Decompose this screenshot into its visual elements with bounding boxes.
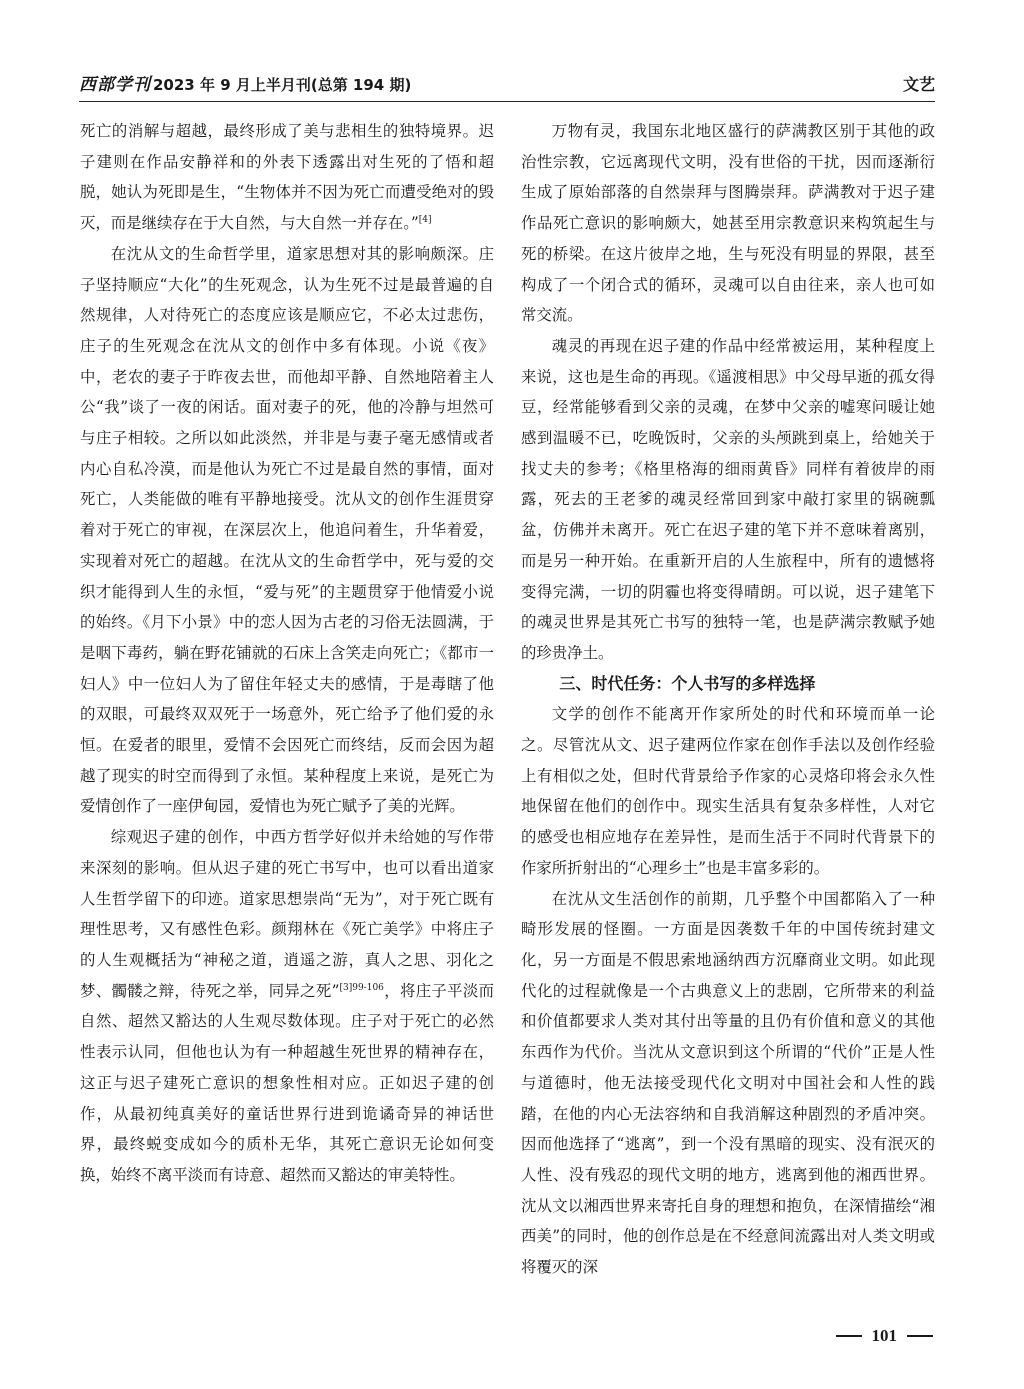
citation: [3]99-106 xyxy=(339,982,384,993)
paragraph: 魂灵的再现在迟子建的作品中经常被运用，某种程度上来说，这也是生命的再现。《遥渡相思》中父母早逝的孤女得豆，经常能够看到父亲的灵魂，在梦中父亲的嘘寒问暖让她感到温暖不已，吃晚饭时，父亲的头颅跳到桌上，给她关于找丈夫的参考；《格里格海的细雨黄昏》同样有着彼岸的雨露，死去的王老爹的魂灵经常回到家中敲打家里的锅碗瓢盆，仿佛并未离开。死亡在迟子建的笔下并不意味着离别，而是另一种开始。在重新开启的人生旅程中，所有的遗憾将变得完满，一切的阴霾也将变得晴朗。可以说，迟子建笔下的魂灵世界是其死亡书写的独特一笔，也是萨满宗教赋予她的珍贵净土。 xyxy=(521,336,935,662)
paragraph: 在沈从文的生命哲学里，道家思想对其的影响颇深。庄子坚持顺应“大化”的生死观念，认为生死不过是最普遍的自然规律，人对待死亡的态度应该是顺应它，不必太过悲伤，庄子的生死观念在沈从文的创作中多有体现。小说《夜》中，老农的妻子于昨夜去世，而他却平静、自然地陪着主人公“我”谈了一夜的闲话。面对妻子的死，他的冷静与坦然可与庄子相较。之所以如此淡然，并非是与妻子毫无感情或者内心自私冷漠，而是他认为死亡不过是最自然的事情，面对死亡，人类能做的唯有平静地接受。沈从文的创作生涯贯穿着对于死亡的审视，在深层次上，他追问着生，升华着爱，实现着对死亡的超越。在沈从文的生命哲学中，死与爱的交织才能得到人生的永恒，“爱与死”的主题贯穿于他情爱小说的始终。《月下小景》中的恋人因为古老的习俗无法圆满，于是咽下毒药，躺在野花铺就的石床上含笑走向死亡；《都市一妇人》中一位妇人为了留住年轻丈夫的感情，于是毒瞎了他的双眼，可最终双双死于一场意外，死亡给予了他们爱的永恒。在爱者的眼里，爱情不会因死亡而终结，反而会因为超越了现实的时空而得到了永恒。某种程度上来说，是死亡为爱情创作了一座伊甸园，爱情也为死亡赋予了美的光辉。 xyxy=(80,244,494,816)
paragraph: 万物有灵，我国东北地区盛行的萨满教区别于其他的政治性宗教，它远离现代文明，没有世俗的干扰，因而逐渐衍生成了原始部落的自然崇拜与图腾崇拜。萨满教对于迟子建作品死亡意识的影响颇大，她甚至用宗教意识来构筑起生与死的桥梁。在这片彼岸之地，生与死没有明显的界限，甚至构成了一个闭合式的循环，灵魂可以自由往来，亲人也可如常交流。 xyxy=(521,122,935,325)
page-number-value: 101 xyxy=(871,1326,897,1345)
journal-info xyxy=(79,70,411,95)
paragraph: 文学的创作不能离开作家所处的时代和环境而单一论之。尽管沈从文、迟子建两位作家在创作手法以及创作经验上有相似之处，但时代背景给予作家的心灵烙印将会永久性地保留在他们的创作中。现实生活具有复杂多样性，人对它的感受也相应地存在差异性，是而生活于不同时代背景下的作家所折射出的“心理乡土”也是丰富多彩的。 xyxy=(521,705,935,877)
paragraph: 死亡的消解与超越，最终形成了美与悲相生的独特境界。迟子建则在作品安静祥和的外表下透露出对生死的了悟和超脱，她认为死即是生，“生物体并不因为死亡而遭受绝对的毁灭，而是继续存在于大自然，与大自然一并存在。”[4] xyxy=(80,122,494,233)
right-column xyxy=(521,116,935,1283)
left-column xyxy=(80,116,494,1191)
journal-name: 西部学刊 xyxy=(79,75,151,95)
page-number xyxy=(836,1326,934,1346)
running-header xyxy=(79,72,935,102)
dash-left xyxy=(836,1335,862,1337)
paragraph: 在沈从文生活创作的前期，几乎整个中国都陷入了一种畸形发展的怪圈。一方面是因袭数千年的中国传统封建文化，另一方面是不假思索地涵纳西方沉靡商业文明。如此现代化的过程就像是一个古典意义上的悲剧，它所带来的利益和价值都要求人类对其付出等量的且仍有价值和意义的其他东西作为代价。当沈从文意识到这个所谓的“代价”正是人性与道德时，他无法接受现代化文明对中国社会和人性的践踏，在他的内心无法容纳和自我消解这种剧烈的矛盾冲突。因而他选择了“逃离”，到一个没有黑暗的现实、没有泯灭的人性、没有残忍的现代文明的地方，逃离到他的湘西世界。沈从文以湘西世界来寄托自身的理想和抱负，在深情描绘“湘西美”的同时，他的创作总是在不经意间流露出对人类文明或将覆灭的深 xyxy=(521,889,935,1277)
section-heading: 三、时代任务：个人书写的多样选择 xyxy=(559,673,816,693)
citation: [4] xyxy=(418,215,432,226)
issue-info: 2023 年 9 月上半月刊(总第 194 期) xyxy=(153,76,412,94)
paragraph: 综观迟子建的创作，中西方哲学好似并未给她的写作带来深刻的影响。但从迟子建的死亡书写中，也可以看出道家人生哲学留下的印迹。道家思想崇尚“无为”，对于死亡既有理性思考，又有感性色彩。颜翔林在《死亡美学》中将庄子的人生观概括为“神秘之道，逍遥之游，真人之思、羽化之梦、髑髅之辩，待死之举，同异之死”$^{[3]99-106}$，将庄子平淡而自然、超然又豁达的人生观尽数体现。庄子对于死亡的必然性表示认同，但他也认为有一种超越生死世界的精神存在，这正与迟子建死亡意识的想象性相对应。正如迟子建的创作，从最初纯真美好的童话世界行进到诡谲奇异的神话世界，最终蜕变成如今的质朴无华，其死亡意识无论如何变换，始终不离平淡而有诗意、超然而又豁达的审美特性。 xyxy=(80,828,494,1184)
dash-right xyxy=(907,1335,933,1337)
section-label: 文艺 xyxy=(902,75,935,94)
